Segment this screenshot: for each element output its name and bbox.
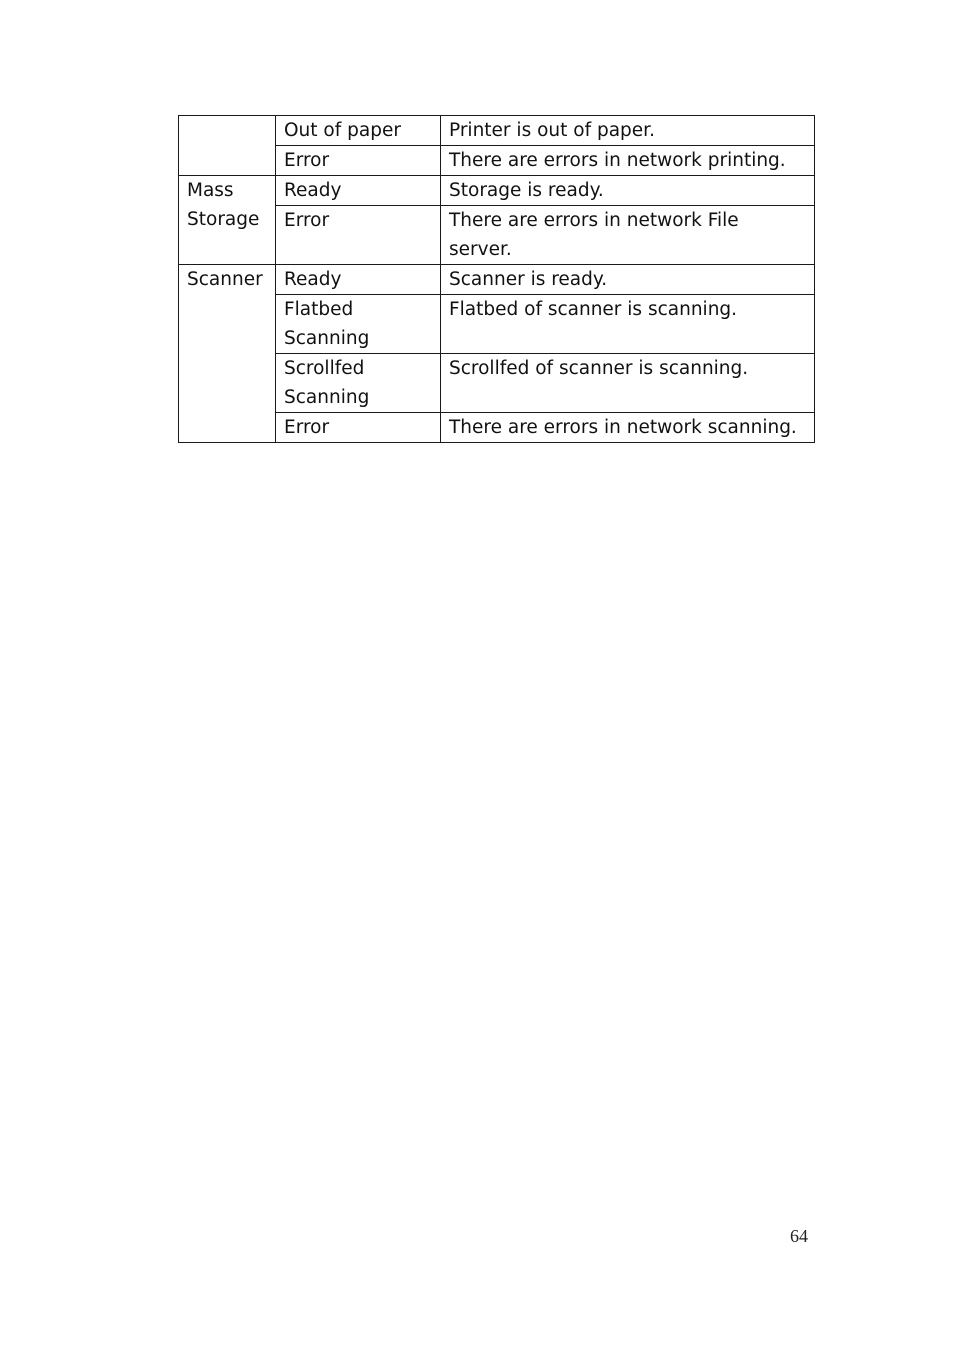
status-cell: Ready bbox=[276, 176, 441, 206]
status-table bbox=[178, 115, 815, 443]
status-cell: Flatbed Scanning bbox=[276, 295, 441, 354]
description-cell: Storage is ready. bbox=[441, 176, 815, 206]
description-cell: Printer is out of paper. bbox=[441, 116, 815, 146]
description-cell: There are errors in network File server. bbox=[441, 206, 815, 265]
status-cell: Error bbox=[276, 146, 441, 176]
description-cell: Scanner is ready. bbox=[441, 265, 815, 295]
page-number: 64 bbox=[790, 1226, 808, 1246]
description-cell: Scrollfed of scanner is scanning. bbox=[441, 354, 815, 413]
device-cell: Scanner bbox=[179, 265, 276, 443]
description-cell: Flatbed of scanner is scanning. bbox=[441, 295, 815, 354]
device-cell: Mass Storage bbox=[179, 176, 276, 265]
status-cell: Ready bbox=[276, 265, 441, 295]
status-cell: Error bbox=[276, 206, 441, 265]
status-cell: Scrollfed Scanning bbox=[276, 354, 441, 413]
status-cell: Error bbox=[276, 413, 441, 443]
table-row bbox=[179, 176, 815, 206]
description-cell: There are errors in network scanning. bbox=[441, 413, 815, 443]
table-row bbox=[179, 265, 815, 295]
table-row bbox=[179, 116, 815, 146]
device-cell bbox=[179, 116, 276, 176]
status-cell: Out of paper bbox=[276, 116, 441, 146]
description-cell: There are errors in network printing. bbox=[441, 146, 815, 176]
